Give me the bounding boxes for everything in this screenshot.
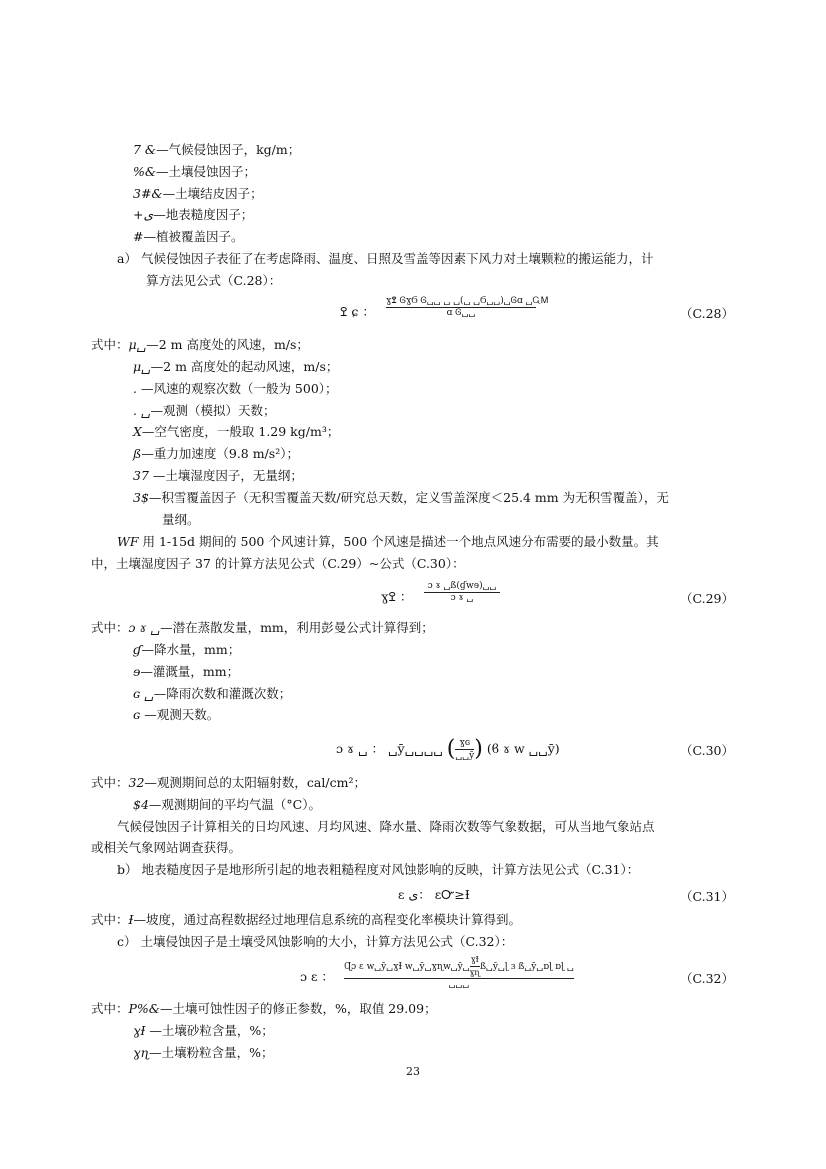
eq31-rhs: ɛᏅ≥Ɨ bbox=[434, 887, 470, 902]
def-symbol: +ى bbox=[133, 207, 154, 222]
def-observations bbox=[133, 381, 338, 397]
def-slope bbox=[91, 912, 521, 928]
where-label: 式中： bbox=[91, 620, 129, 635]
def-text: —重力加速度（9.8 m/s²）； bbox=[141, 446, 299, 461]
eq30-lhs: ɔ ɤ ␣ ： bbox=[336, 741, 385, 756]
def-text: —积雪覆盖因子（无积雪覆盖天数/研究总天数，定义雪盖深度＜25.4 mm 为无积雪覆盖），无 bbox=[148, 490, 669, 505]
def-symbol: ɢ bbox=[133, 707, 141, 722]
def-symbol: . ␣ bbox=[133, 403, 151, 418]
where-label: 式中： bbox=[91, 912, 129, 927]
eq30-frac-num: ɣɢ bbox=[459, 738, 471, 748]
def-symbol: 37 bbox=[133, 468, 149, 483]
def-text: —植被覆盖因子。 bbox=[143, 229, 244, 244]
def-days bbox=[133, 403, 276, 419]
def-text: —土壤粉粒含量，%； bbox=[149, 1045, 274, 1060]
def-symbol: ß bbox=[133, 446, 142, 461]
def-wind-speed bbox=[91, 337, 309, 353]
def-symbol: ɔ ɤ ␣ bbox=[128, 620, 161, 635]
def-soil-moisture bbox=[133, 468, 303, 484]
where-label: 式中： bbox=[91, 337, 129, 352]
right-paren: ) bbox=[474, 736, 483, 762]
def-climate-erosion bbox=[133, 142, 300, 158]
page-number: 23 bbox=[406, 1065, 420, 1078]
def-text: —灌溉量，mm； bbox=[140, 664, 240, 679]
eq29-number: （C.29） bbox=[680, 591, 734, 606]
def-text: —2 m 高度处的风速，m/s； bbox=[146, 337, 309, 352]
eq30-pre: ␣ȳ␣␣␣␣ bbox=[388, 741, 443, 756]
eq32-fraction bbox=[344, 955, 574, 990]
fraction-bar bbox=[455, 749, 474, 750]
eq32-num-post: ß␣ȳ␣ɭ ɜ ß␣ȳ␣ɒɭ ɒɭ ␣ bbox=[479, 962, 574, 972]
eq28-number: （C.28） bbox=[680, 306, 734, 321]
def-pet bbox=[91, 620, 434, 636]
eq32-frac-num: ɣƗ bbox=[470, 955, 479, 964]
item-text: 土壤侵蚀因子是土壤受风蚀影响的大小，计算方法见公式（C.32）： bbox=[140, 934, 514, 949]
def-symbol: μ␣ bbox=[128, 337, 147, 352]
def-snow-cover bbox=[133, 490, 669, 506]
def-symbol: 32 bbox=[128, 775, 145, 790]
item-a-line1 bbox=[117, 251, 653, 267]
wf-symbol: WF bbox=[117, 534, 139, 549]
def-vegetation bbox=[133, 229, 244, 245]
def-surface-roughness bbox=[133, 207, 253, 223]
item-c bbox=[117, 934, 513, 950]
para-climate-line2: 或相关气象网站调查获得。 bbox=[91, 840, 242, 855]
def-soil-crust bbox=[133, 186, 263, 202]
def-precip bbox=[133, 642, 240, 658]
def-text: —降水量，mm； bbox=[141, 642, 241, 657]
eq30-post: (ϐ ɤ ᴡ ␣␣ȳ) bbox=[486, 741, 560, 756]
eq29-lhs: ɣߐ ： bbox=[381, 589, 413, 604]
eq32-inner-fraction bbox=[470, 955, 480, 978]
def-text: —潜在蒸散发量，mm，利用彭曼公式计算得到； bbox=[160, 620, 434, 635]
item-b bbox=[117, 862, 639, 878]
eq28-lhs: ߐ ɕ ： bbox=[340, 304, 375, 319]
where-label: 式中： bbox=[91, 775, 129, 790]
eq31-number: （C.31） bbox=[680, 889, 734, 904]
def-text: —空气密度，一般取 1.29 kg/m³； bbox=[141, 424, 340, 439]
para-wf-line1 bbox=[117, 534, 659, 550]
eq31-lhs: ɛ ى： bbox=[398, 887, 431, 902]
eq29-denominator: ɔ ɤ ␣ bbox=[450, 593, 474, 603]
eq31 bbox=[398, 887, 470, 903]
def-symbol: 3#& bbox=[133, 186, 163, 201]
def-symbol: 7 & bbox=[133, 142, 157, 157]
def-snow-cover-cont bbox=[162, 512, 200, 528]
def-air-density bbox=[133, 424, 339, 440]
eq28-denominator: ɑ Ꮆ␣␣ bbox=[446, 308, 476, 318]
eq32-denominator: ␣␣␣ bbox=[448, 979, 470, 989]
def-text: —风速的观察次数（一般为 500）； bbox=[136, 381, 338, 396]
item-label: c） bbox=[117, 934, 137, 949]
def-symbol: ɣƗ bbox=[133, 1023, 146, 1038]
eq32-numerator bbox=[344, 955, 574, 978]
eq29-fraction bbox=[424, 581, 500, 604]
def-text: 量纲。 bbox=[162, 512, 200, 527]
def-gravity bbox=[133, 446, 299, 462]
eq30 bbox=[336, 737, 560, 762]
def-erodibility-param bbox=[91, 1001, 437, 1017]
def-sand-content bbox=[133, 1023, 274, 1039]
def-mean-temp bbox=[133, 797, 321, 813]
def-symbol: %& bbox=[133, 164, 157, 179]
eq28-numerator: ɣߐ ᎶɣϬ Ꮆ␣␣ ␣ ␣(␣ ␣Ϭ␣␣)␣Ꮆɑ ␣ᏩᎷ bbox=[386, 296, 549, 306]
def-symbol: $4 bbox=[133, 797, 149, 812]
eq28-fraction bbox=[386, 296, 549, 319]
item-text: 地表糙度因子是地形所引起的地表粗糙程度对风蚀影响的反映，计算方法见公式（C.31）： bbox=[141, 862, 640, 877]
where-label: 式中： bbox=[91, 1001, 129, 1016]
def-symbol: μ␣ bbox=[133, 359, 151, 374]
eq30-fraction bbox=[455, 738, 474, 761]
def-text: —坡度，通过高程数据经过地理信息系统的高程变化率模块计算得到。 bbox=[133, 912, 521, 927]
def-obs-days bbox=[133, 707, 219, 723]
eq32-number: （C.32） bbox=[680, 971, 734, 986]
item-text: 气候侵蚀因子表征了在考虑降雨、温度、日照及雪盖等因素下风力对土壤颗粒的搬运能力，计 bbox=[140, 251, 654, 266]
def-text: —观测期间总的太阳辐射数，cal/cm²； bbox=[144, 775, 366, 790]
def-symbol: ɣɳ bbox=[133, 1045, 150, 1060]
def-symbol: . bbox=[133, 381, 137, 396]
def-text: —土壤侵蚀因子； bbox=[156, 164, 257, 179]
def-soil-erosion bbox=[133, 164, 256, 180]
def-symbol: Ɨ bbox=[128, 912, 134, 927]
item-label: b） bbox=[117, 862, 138, 877]
def-symbol: X bbox=[133, 424, 142, 439]
def-text: —降雨次数和灌溉次数； bbox=[153, 686, 292, 701]
item-a-line2: 算方法见公式（C.28）： bbox=[146, 273, 282, 288]
def-solar-radiation bbox=[91, 775, 366, 791]
def-rain-count bbox=[133, 686, 291, 702]
item-label: a） bbox=[117, 251, 137, 266]
def-text: —气候侵蚀因子，kg/m； bbox=[156, 142, 301, 157]
eq32-frac-den: ɣɳ bbox=[469, 968, 480, 977]
eq32-num-pre: Ɋɔ ɛ ᴡ␣ȳ␣ɣƗ ᴡ␣ȳ␣ɣɳᴡ␣ȳ␣ bbox=[344, 962, 470, 972]
para-climate-line1: 气候侵蚀因子计算相关的日均风速、月均风速、降水量、降雨次数等气象数据，可从当地气象站点 bbox=[117, 819, 655, 834]
def-text: —土壤砂粒含量，%； bbox=[145, 1023, 274, 1038]
def-text: —观测（模拟）天数； bbox=[150, 403, 276, 418]
left-paren: ( bbox=[446, 736, 456, 762]
eq30-frac-den: ␣␣ȳ bbox=[455, 751, 475, 761]
eq30-number: （C.30） bbox=[680, 743, 734, 758]
def-symbol: 3$ bbox=[133, 490, 149, 505]
def-symbol: ɠ bbox=[133, 642, 142, 657]
def-text: —地表糙度因子； bbox=[153, 207, 254, 222]
para-wf-line2: 中，土壤湿度因子 37 的计算方法见公式（C.29）~公式（C.30）： bbox=[91, 556, 465, 571]
def-text: —土壤结皮因子； bbox=[162, 186, 263, 201]
def-text: —观测天数。 bbox=[140, 707, 220, 722]
def-text: —土壤湿度因子，无量纲； bbox=[148, 468, 303, 483]
def-text: —观测期间的平均气温（°C）。 bbox=[148, 797, 321, 812]
def-symbol: ɢ ␣ bbox=[133, 686, 154, 701]
para-text: 用 1-15d 期间的 500 个风速计算，500 个风速是描述一个地点风速分布需要的最小数量。其 bbox=[138, 534, 659, 549]
def-symbol: ɘ bbox=[133, 664, 141, 679]
eq29-numerator: ɔ ɤ ␣ß(ɠᴡɘ)␣␣ bbox=[427, 581, 497, 591]
fraction-bar bbox=[470, 966, 480, 967]
def-irrigation bbox=[133, 664, 239, 680]
def-text: —2 m 高度处的起动风速，m/s； bbox=[150, 359, 339, 374]
def-threshold-wind bbox=[133, 359, 338, 375]
def-symbol: # bbox=[133, 229, 144, 244]
eq32-lhs: ɔ ɛ ： bbox=[300, 969, 334, 984]
def-symbol: P%& bbox=[128, 1001, 160, 1016]
def-silt-content bbox=[133, 1045, 274, 1061]
def-text: —土壤可蚀性因子的修正参数，%，取值 29.09； bbox=[159, 1001, 437, 1016]
